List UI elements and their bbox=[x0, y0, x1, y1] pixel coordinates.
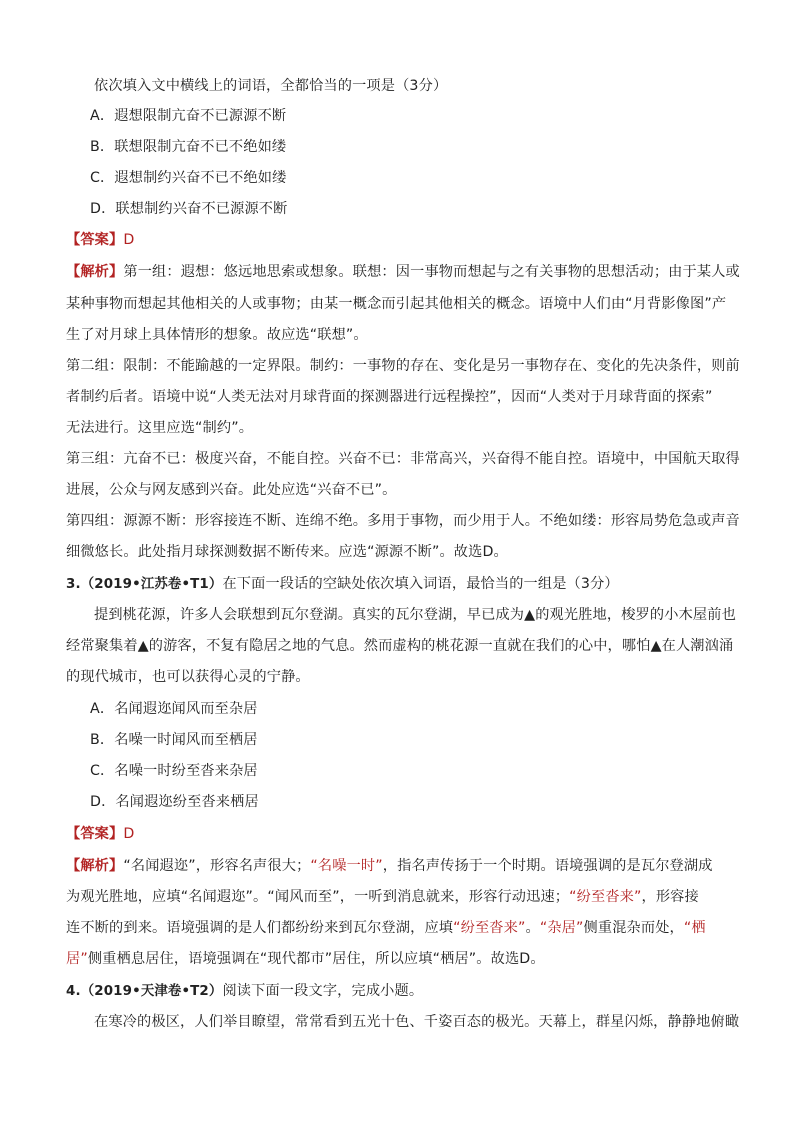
analysis-line bbox=[66, 856, 728, 876]
passage-line: 经常聚集着▲的游客，不复有隐居之地的气息。然而虚构的桃花源一直就在我们的心中，哪怕▲在人潮汹涌 bbox=[66, 638, 734, 654]
analysis-text: 生了对月球上具体情形的想象。故应选“联想”。 bbox=[66, 327, 368, 343]
analysis-line bbox=[66, 918, 728, 938]
analysis-text: ，指名声传扬于一个时期。语境强调的是瓦尔登湖成 bbox=[382, 858, 713, 874]
option-d: D．联想制约兴奋不已源源不断 bbox=[90, 201, 288, 217]
option-a: A．名闻遐迩闻风而至杂居 bbox=[90, 701, 258, 717]
passage-line: 的现代城市，也可以获得心灵的宁静。 bbox=[66, 669, 310, 685]
analysis-text: ，形容接 bbox=[641, 889, 699, 905]
answer-line bbox=[66, 230, 728, 250]
analysis-text: 侧重混杂而处， bbox=[583, 920, 684, 936]
option-b: B．名噪一时闻风而至栖居 bbox=[90, 732, 258, 748]
analysis-text: 连不断的到来。语境强调的是人们都纷纷来到瓦尔登湖，应填 bbox=[66, 920, 454, 936]
analysis-line bbox=[66, 262, 740, 282]
question-prompt: 依次填入文中横线上的词语，全都恰当的一项是（3分） bbox=[94, 78, 448, 94]
answer-value: D bbox=[123, 232, 135, 248]
analysis-text: 第三组：亢奋不已：极度兴奋，不能自控。兴奋不已：非常高兴，兴奋得不能自控。语境中，中国航天取得 bbox=[66, 451, 740, 467]
answer-label: 【答案】 bbox=[66, 232, 124, 248]
question-prompt: 在下面一段话的空缺处依次填入词语，最恰当的一组是（3分） bbox=[222, 576, 619, 592]
question-3-header bbox=[66, 574, 728, 595]
option-c: C．名噪一时纷至沓来杂居 bbox=[90, 763, 258, 779]
analysis-text: “名闻遐迩”，形容名声很大； bbox=[123, 858, 311, 874]
option-c: C．遐想制约兴奋不已不绝如缕 bbox=[90, 170, 287, 186]
analysis-text: 第一组：遐想：悠远地思索或想象。联想：因一事物而想起与之有关事物的思想活动；由于某人或 bbox=[123, 264, 740, 280]
analysis-highlight: “栖 bbox=[683, 920, 706, 936]
question-4-header bbox=[66, 981, 728, 1002]
analysis-text: 为观光胜地，应填“名闻遐迩”。“闻风而至”，一听到消息就来，形容行动迅速； bbox=[66, 889, 570, 905]
analysis-text: 细微悠长。此处指月球探测数据不断传来。应选“源源不断”。故选D。 bbox=[66, 544, 508, 560]
answer-line bbox=[66, 824, 728, 844]
analysis-highlight: “纷至沓来” bbox=[453, 920, 526, 936]
analysis-line bbox=[66, 887, 728, 907]
analysis-line bbox=[66, 949, 728, 969]
passage-line: 在寒冷的极区，人们举目瞭望，常常看到五光十色、千姿百态的极光。天幕上，群星闪烁，静静地俯瞰 bbox=[94, 1014, 740, 1030]
analysis-text: 第四组：源源不断：形容接连不断、连绵不绝。多用于事物，而少用于人。不绝如缕：形容局势危急或声音 bbox=[66, 513, 740, 529]
option-a: A．遐想限制亢奋不已源源不断 bbox=[90, 108, 287, 124]
analysis-highlight: “杂居” bbox=[539, 920, 584, 936]
option-b: B．联想限制亢奋不已不绝如缕 bbox=[90, 139, 287, 155]
answer-label: 【答案】 bbox=[66, 826, 124, 842]
analysis-text: 者制约后者。语境中说“人类无法对月球背面的探测器进行远程操控”，因而“人类对于月球背面的探索” bbox=[66, 389, 713, 405]
analysis-highlight: “纷至沓来” bbox=[569, 889, 642, 905]
analysis-text: 进展，公众与网友感到兴奋。此处应选“兴奋不已”。 bbox=[66, 482, 397, 498]
analysis-text: 侧重栖息居住，语境强调在“现代都市”居住，所以应填“栖居”。故选D。 bbox=[87, 951, 545, 967]
question-source: 3.（2019•江苏卷•T1） bbox=[66, 577, 223, 592]
question-prompt: 阅读下面一段文字，完成小题。 bbox=[222, 983, 424, 999]
answer-value: D bbox=[123, 826, 135, 842]
analysis-text: 某种事物而想起其他相关的人或事物；由某一概念而引起其他相关的概念。语境中人们由“月背影像图”产 bbox=[66, 296, 727, 312]
option-d: D．名闻遐迩纷至沓来栖居 bbox=[90, 794, 259, 810]
question-source: 4.（2019•天津卷•T2） bbox=[66, 984, 223, 999]
analysis-label: 【解析】 bbox=[66, 858, 124, 874]
analysis-highlight: “名噪一时” bbox=[310, 858, 383, 874]
analysis-text: 无法进行。这里应选“制约”。 bbox=[66, 420, 254, 436]
passage-line: 提到桃花源，许多人会联想到瓦尔登湖。真实的瓦尔登湖，早已成为▲的观光胜地，梭罗的小木屋前也 bbox=[94, 607, 736, 623]
analysis-highlight: 居” bbox=[66, 951, 88, 967]
analysis-text: 。 bbox=[525, 920, 540, 936]
analysis-text: 第二组：限制：不能踰越的一定界限。制约：一事物的存在、变化是另一事物存在、变化的先决条件，则前 bbox=[66, 358, 740, 374]
analysis-label: 【解析】 bbox=[66, 264, 124, 280]
